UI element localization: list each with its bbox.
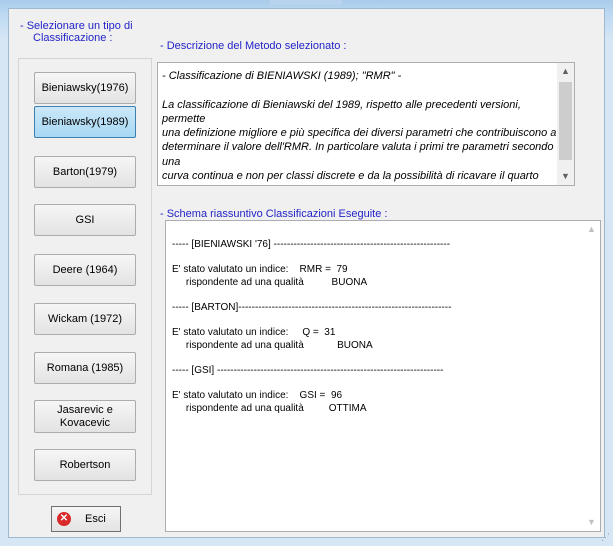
schema-line: E' stato valutato un indice: RMR = 79 [172,264,348,276]
title-bar [270,0,342,5]
method-description-textbox[interactable] [157,62,575,186]
executed-classifications-text [172,239,572,415]
schema-line: E' stato valutato un indice: Q = 31 [172,327,336,339]
scroll-up-arrow-icon[interactable]: ▲ [561,66,570,76]
exit-button[interactable] [51,506,121,532]
schema-line: E' stato valutato un indice: GSI = 96 [172,390,343,402]
schema-line [172,289,572,302]
wickam-1972-button[interactable]: Wickam (1972) [34,303,136,335]
schema-line: rispondente ad una qualità OTTIMA [172,402,367,414]
executed-classifications-label: - Schema riassuntivo Classificazioni Eseguite : [160,208,388,220]
robertson-button[interactable]: Robertson [34,449,136,481]
schema-line: ----- [GSI] -------------------------------------------------------------------- [172,364,444,376]
schema-line: ----- [BIENIAWSKI '76] ----------------------------------------------------- [172,239,451,250]
description-line: curva continua e non per classi discrete e da la possibilità di ricavare il quarto [162,170,539,183]
scroll-up-arrow-icon[interactable]: ▲ [587,224,596,234]
gsi-button[interactable]: GSI [34,204,136,236]
romana-1985-button[interactable]: Romana (1985) [34,352,136,384]
bieniawsky-1989-button[interactable]: Bieniawsky(1989) [34,106,136,138]
classification-type-label-line1: - Selezionare un tipo di [20,20,133,32]
description-line: La classificazione di Bieniawski del 1989, rispetto alle precedenti versioni, permette [162,98,521,125]
bieniawsky-1976-button[interactable]: Bieniawsky(1976) [34,72,136,104]
resize-grip-icon[interactable]: ⋰ [601,532,610,542]
exit-button-label: Esci [85,513,106,525]
schema-line [172,352,572,365]
close-icon: ✕ [57,512,71,526]
method-description-label: - Descrizione del Metodo selezionato : [160,40,347,52]
scroll-down-arrow-icon[interactable]: ▼ [561,171,570,181]
schema-line: rispondente ad una qualità BUONA [172,339,373,351]
description-scroll-thumb[interactable] [559,82,572,160]
jasarevic-kovacevic-button[interactable]: Jasarevic e Kovacevic [34,400,136,433]
classification-type-label [20,20,133,44]
method-description-text [162,69,558,186]
schema-line: rispondente ad una qualità BUONA [172,276,368,288]
barton-1979-button[interactable]: Barton(1979) [34,156,136,188]
description-line [162,183,558,186]
schema-scrollbar[interactable] [583,221,600,531]
description-line [162,83,558,97]
deere-1964-button[interactable]: Deere (1964) [34,254,136,286]
description-line: una definizione migliore e più specifica dei diversi parametri che contribuiscono a [162,127,557,140]
scroll-down-arrow-icon[interactable]: ▼ [587,517,596,527]
description-line: - Classificazione di BIENIAWSKI (1989); "RMR" - [162,70,402,82]
schema-line [172,378,572,391]
schema-line [172,315,572,328]
description-line: determinare il valore dell'RMR. In particolare valuta i primi tre parametri secondo una [162,141,554,168]
schema-line: ----- [BARTON]---------------------------------------------------------------- [172,301,452,313]
description-scrollbar[interactable] [557,63,574,185]
schema-line [172,252,572,265]
executed-classifications-textbox[interactable] [165,220,601,532]
classification-type-label-line2: Classificazione : [33,32,113,44]
